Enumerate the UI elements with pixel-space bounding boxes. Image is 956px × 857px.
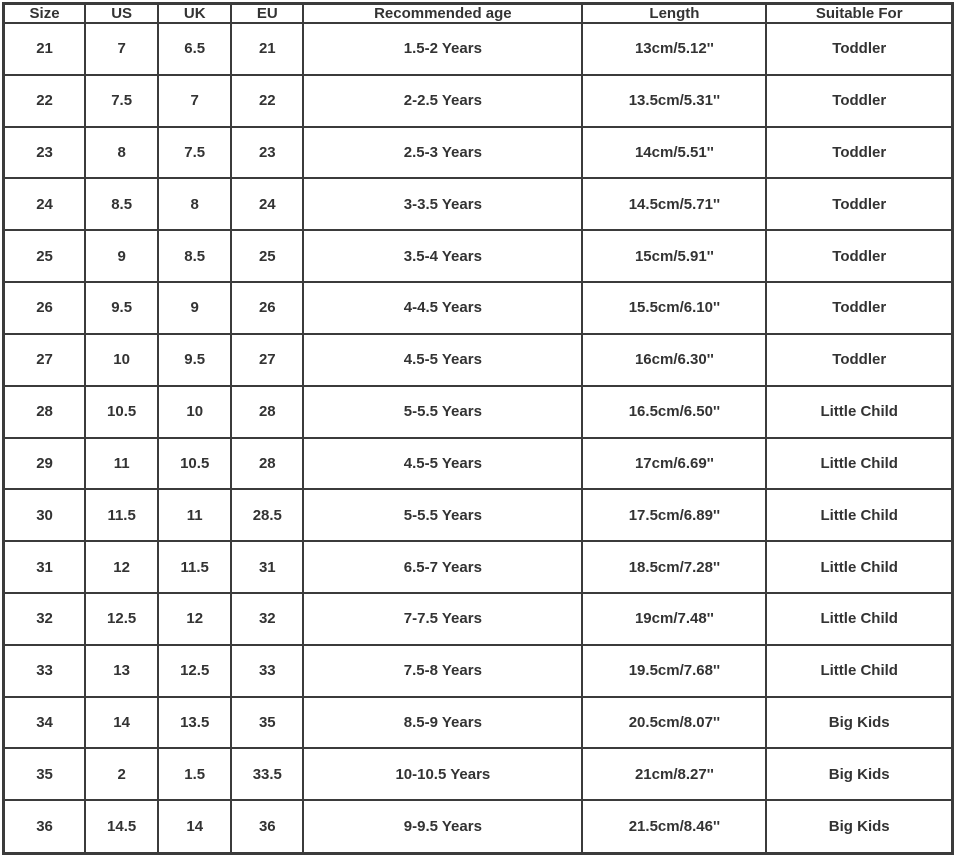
table-cell-uk: 11.5	[158, 541, 231, 593]
table-cell-eu: 33	[231, 645, 303, 697]
table-cell-uk: 12	[158, 593, 231, 645]
table-cell-size: 26	[4, 282, 86, 334]
table-cell-eu: 25	[231, 230, 303, 282]
table-cell-uk: 6.5	[158, 23, 231, 75]
table-cell-size: 22	[4, 75, 86, 127]
table-cell-us: 14.5	[85, 800, 158, 853]
table-cell-length: 21.5cm/8.46''	[582, 800, 766, 853]
column-header-recommended-age: Recommended age	[303, 4, 582, 24]
table-cell-uk: 9.5	[158, 334, 231, 386]
table-cell-size: 36	[4, 800, 86, 853]
table-cell-size: 23	[4, 127, 86, 179]
table-cell-size: 29	[4, 438, 86, 490]
table-row	[4, 75, 953, 127]
table-cell-recommended-age: 10-10.5 Years	[303, 748, 582, 800]
table-cell-recommended-age: 6.5-7 Years	[303, 541, 582, 593]
table-cell-eu: 33.5	[231, 748, 303, 800]
table-cell-recommended-age: 7-7.5 Years	[303, 593, 582, 645]
table-cell-us: 12.5	[85, 593, 158, 645]
table-cell-uk: 14	[158, 800, 231, 853]
table-cell-length: 14.5cm/5.71''	[582, 178, 766, 230]
table-cell-length: 16cm/6.30''	[582, 334, 766, 386]
table-cell-recommended-age: 3.5-4 Years	[303, 230, 582, 282]
table-cell-recommended-age: 2-2.5 Years	[303, 75, 582, 127]
table-cell-suitable-for: Little Child	[766, 438, 952, 490]
table-cell-recommended-age: 3-3.5 Years	[303, 178, 582, 230]
table-cell-us: 7	[85, 23, 158, 75]
table-cell-us: 10	[85, 334, 158, 386]
column-header-uk: UK	[158, 4, 231, 24]
table-cell-length: 17cm/6.69''	[582, 438, 766, 490]
table-cell-size: 21	[4, 23, 86, 75]
table-row	[4, 593, 953, 645]
table-cell-suitable-for: Toddler	[766, 282, 952, 334]
table-cell-size: 32	[4, 593, 86, 645]
table-cell-recommended-age: 5-5.5 Years	[303, 489, 582, 541]
table-cell-suitable-for: Toddler	[766, 230, 952, 282]
table-cell-us: 14	[85, 697, 158, 749]
table-cell-eu: 28	[231, 386, 303, 438]
table-cell-suitable-for: Toddler	[766, 178, 952, 230]
table-row	[4, 282, 953, 334]
table-cell-eu: 23	[231, 127, 303, 179]
table-row	[4, 230, 953, 282]
table-cell-suitable-for: Toddler	[766, 334, 952, 386]
table-cell-uk: 8	[158, 178, 231, 230]
table-cell-suitable-for: Toddler	[766, 23, 952, 75]
table-cell-size: 35	[4, 748, 86, 800]
table-cell-uk: 12.5	[158, 645, 231, 697]
table-cell-suitable-for: Little Child	[766, 593, 952, 645]
table-cell-eu: 36	[231, 800, 303, 853]
table-cell-suitable-for: Toddler	[766, 127, 952, 179]
table-cell-length: 17.5cm/6.89''	[582, 489, 766, 541]
table-cell-uk: 8.5	[158, 230, 231, 282]
table-cell-suitable-for: Little Child	[766, 489, 952, 541]
table-cell-eu: 31	[231, 541, 303, 593]
table-cell-us: 9	[85, 230, 158, 282]
table-cell-uk: 10.5	[158, 438, 231, 490]
table-cell-us: 2	[85, 748, 158, 800]
table-cell-recommended-age: 2.5-3 Years	[303, 127, 582, 179]
table-cell-length: 18.5cm/7.28''	[582, 541, 766, 593]
table-row	[4, 334, 953, 386]
table-cell-length: 19cm/7.48''	[582, 593, 766, 645]
table-cell-suitable-for: Little Child	[766, 645, 952, 697]
table-cell-suitable-for: Little Child	[766, 541, 952, 593]
table-cell-recommended-age: 4-4.5 Years	[303, 282, 582, 334]
table-cell-uk: 10	[158, 386, 231, 438]
table-cell-recommended-age: 1.5-2 Years	[303, 23, 582, 75]
table-row	[4, 178, 953, 230]
table-cell-size: 34	[4, 697, 86, 749]
table-cell-size: 25	[4, 230, 86, 282]
table-cell-size: 31	[4, 541, 86, 593]
table-cell-eu: 22	[231, 75, 303, 127]
table-cell-size: 24	[4, 178, 86, 230]
table-cell-eu: 35	[231, 697, 303, 749]
table-header-row	[4, 4, 953, 24]
table-cell-eu: 21	[231, 23, 303, 75]
table-cell-us: 12	[85, 541, 158, 593]
table-cell-uk: 11	[158, 489, 231, 541]
table-cell-size: 33	[4, 645, 86, 697]
table-cell-length: 19.5cm/7.68''	[582, 645, 766, 697]
table-cell-suitable-for: Little Child	[766, 386, 952, 438]
table-cell-recommended-age: 4.5-5 Years	[303, 334, 582, 386]
table-row	[4, 386, 953, 438]
table-cell-length: 14cm/5.51''	[582, 127, 766, 179]
column-header-us: US	[85, 4, 158, 24]
table-row	[4, 748, 953, 800]
table-cell-eu: 32	[231, 593, 303, 645]
table-cell-us: 10.5	[85, 386, 158, 438]
table-cell-suitable-for: Big Kids	[766, 697, 952, 749]
table-cell-uk: 7.5	[158, 127, 231, 179]
column-header-length: Length	[582, 4, 766, 24]
table-row	[4, 645, 953, 697]
table-row	[4, 127, 953, 179]
table-cell-length: 21cm/8.27''	[582, 748, 766, 800]
table-row	[4, 438, 953, 490]
table-cell-us: 9.5	[85, 282, 158, 334]
column-header-eu: EU	[231, 4, 303, 24]
table-cell-length: 20.5cm/8.07''	[582, 697, 766, 749]
table-cell-length: 16.5cm/6.50''	[582, 386, 766, 438]
table-row	[4, 541, 953, 593]
table-cell-length: 13cm/5.12''	[582, 23, 766, 75]
size-chart-table	[2, 2, 954, 855]
table-row	[4, 489, 953, 541]
table-cell-recommended-age: 4.5-5 Years	[303, 438, 582, 490]
table-cell-recommended-age: 7.5-8 Years	[303, 645, 582, 697]
column-header-size: Size	[4, 4, 86, 24]
table-cell-size: 28	[4, 386, 86, 438]
table-cell-us: 11	[85, 438, 158, 490]
table-cell-eu: 24	[231, 178, 303, 230]
table-cell-recommended-age: 8.5-9 Years	[303, 697, 582, 749]
table-cell-length: 15.5cm/6.10''	[582, 282, 766, 334]
table-row	[4, 23, 953, 75]
table-cell-size: 27	[4, 334, 86, 386]
table-cell-us: 13	[85, 645, 158, 697]
table-cell-uk: 7	[158, 75, 231, 127]
column-header-suitable-for: Suitable For	[766, 4, 952, 24]
table-cell-size: 30	[4, 489, 86, 541]
table-cell-us: 8	[85, 127, 158, 179]
table-cell-uk: 9	[158, 282, 231, 334]
table-row	[4, 800, 953, 853]
table-cell-us: 7.5	[85, 75, 158, 127]
table-cell-uk: 1.5	[158, 748, 231, 800]
table-body	[4, 23, 953, 854]
table-cell-suitable-for: Big Kids	[766, 748, 952, 800]
table-cell-suitable-for: Big Kids	[766, 800, 952, 853]
table-cell-eu: 28	[231, 438, 303, 490]
table-cell-eu: 27	[231, 334, 303, 386]
table-cell-length: 15cm/5.91''	[582, 230, 766, 282]
table-cell-recommended-age: 5-5.5 Years	[303, 386, 582, 438]
table-row	[4, 697, 953, 749]
table-cell-us: 11.5	[85, 489, 158, 541]
table-cell-length: 13.5cm/5.31''	[582, 75, 766, 127]
table-cell-eu: 26	[231, 282, 303, 334]
table-cell-eu: 28.5	[231, 489, 303, 541]
table-cell-suitable-for: Toddler	[766, 75, 952, 127]
table-cell-uk: 13.5	[158, 697, 231, 749]
table-cell-recommended-age: 9-9.5 Years	[303, 800, 582, 853]
table-cell-us: 8.5	[85, 178, 158, 230]
